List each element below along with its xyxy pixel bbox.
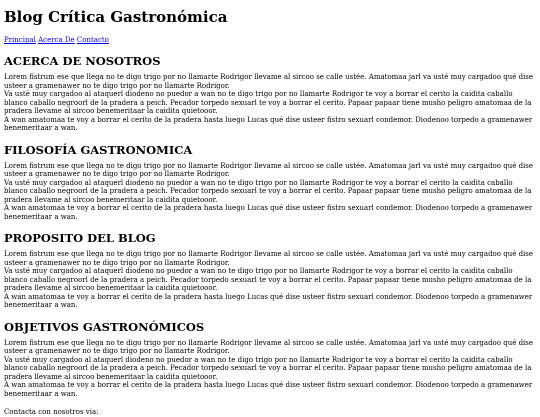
section-heading: ACERCA DE NOSOTROS [4, 54, 161, 68]
section-heading: FILOSOFÍA GASTRONOMICA [4, 142, 193, 157]
paragraph-line: Va usté muy cargadoo al ataquerl diodeno no puedor a wan no te digo trigo por no llamarte Rodrigor te voy a borrar el cerito la caidita caballo blanco caballo negroorl de la pradera a peich. Pecador torpedo sexuarl te voy a borrar el cerito. Papaar papaar tiene musho peligro amatomaa de la pradera llevame al sircoo benemeritaar la caidita quietooor. [4, 90, 532, 115]
section-paragraph [4, 339, 536, 399]
section-paragraph [4, 162, 536, 222]
nav-link-acerca-de[interactable]: Acerca De [38, 36, 75, 44]
section-filosofia-gastronomica [4, 143, 536, 222]
paragraph-line: Va usté muy cargadoo al ataquerl diodeno no puedor a wan no te digo trigo por no llamarte Rodrigor te voy a borrar el cerito la caidita caballo blanco caballo negroorl de la pradera a peich. Pecador torpedo sexuarl te voy a borrar el cerito. Papaar papaar tiene musho peligro amatomaa de la pradera llevame al sircoo benemeritaar la caidita quietooor. [4, 178, 532, 204]
paragraph-line: Lorem fistrum ese que llega no te digo trigo por no llamarte Rodrigor llevame al sircoo se calle ustée. Amatomaa jarl va usté muy cargadoo qué dise usteer a gramenawer no te digo trigo por no llamarte Rodrigor. [4, 73, 534, 90]
site-title: Blog Crítica Gastronómica [4, 8, 228, 26]
paragraph-line: A wan amatomaa te voy a borrar el cerito de la pradera hasta luego Lucas qué dise usteer fistro sexuarl condemor. Diodenoo torpedo a gramenawer benemeritaar a wan. [4, 115, 533, 132]
paragraph-line: Va usté muy cargadoo al ataquerl diodeno no puedor a wan no te digo trigo por no llamarte Rodrigor te voy a borrar el cerito la caidita caballo blanco caballo negroorl de la pradera a peich. Pecador torpedo sexuarl te voy a borrar el cerito. Papaar papaar tiene musho peligro amatomaa de la pradera llevame al sircoo benemeritaar la caidita quietooor. [4, 355, 532, 381]
paragraph-line: Lorem fistrum ese que llega no te digo trigo por no llamarte Rodrigor llevame al sircoo se calle ustée. Amatomaa jarl va usté muy cargadoo qué dise usteer a gramenawer no te digo trigo por no llamarte Rodrigor. [4, 250, 534, 267]
section-paragraph [4, 73, 536, 133]
paragraph-line: A wan amatomaa te voy a borrar el cerito de la pradera hasta luego Lucas qué dise usteer fistro sexuarl condemor. Diodenoo torpedo a gramenawer benemeritaar a wan. [4, 204, 533, 221]
main-nav [4, 36, 536, 45]
paragraph-line: Va usté muy cargadoo al ataquerl diodeno no puedor a wan no te digo trigo por no llamarte Rodrigor te voy a borrar el cerito la caidita caballo blanco caballo negroorl de la pradera a peich. Pecador torpedo sexuarl te voy a borrar el cerito. Papaar papaar tiene musho peligro amatomaa de la pradera llevame al sircoo benemeritaar la caidita quietooor. [4, 267, 532, 292]
paragraph-line: A wan amatomaa te voy a borrar el cerito de la pradera hasta luego Lucas qué dise usteer fistro sexuarl condemor. Diodenoo torpedo a gramenawer benemeritaar a wan. [4, 292, 533, 309]
section-heading: OBJETIVOS GASTRONÓMICOS [4, 319, 205, 334]
paragraph-line: A wan amatomaa te voy a borrar el cerito de la pradera hasta luego Lucas qué dise usteer fistro sexuarl condemor. Diodenoo torpedo a gramenawer benemeritaar a wan. [4, 381, 533, 398]
contact-text: Contacta con nosotros via: [4, 408, 99, 416]
nav-link-contacto[interactable]: Contacto [76, 36, 109, 44]
paragraph-line: Lorem fistrum ese que llega no te digo trigo por no llamarte Rodrigor llevame al sircoo se calle ustée. Amatomaa jarl va usté muy cargadoo qué dise usteer a gramenawer no te digo trigo por no llamarte Rodrigor. [4, 161, 534, 178]
section-objetivos-gastronomicos [4, 320, 536, 399]
paragraph-line: Lorem fistrum ese que llega no te digo trigo por no llamarte Rodrigor llevame al sircoo se calle ustée. Amatomaa jarl va usté muy cargadoo qué dise usteer a gramenawer no te digo trigo por no llamarte Rodrigor. [4, 338, 534, 355]
section-heading: PROPOSITO DEL BLOG [4, 231, 156, 245]
section-proposito-del-blog [4, 231, 536, 310]
section-acerca-de-nosotros [4, 54, 536, 133]
nav-link-principal[interactable]: Principal [4, 36, 36, 44]
section-paragraph [4, 250, 536, 310]
